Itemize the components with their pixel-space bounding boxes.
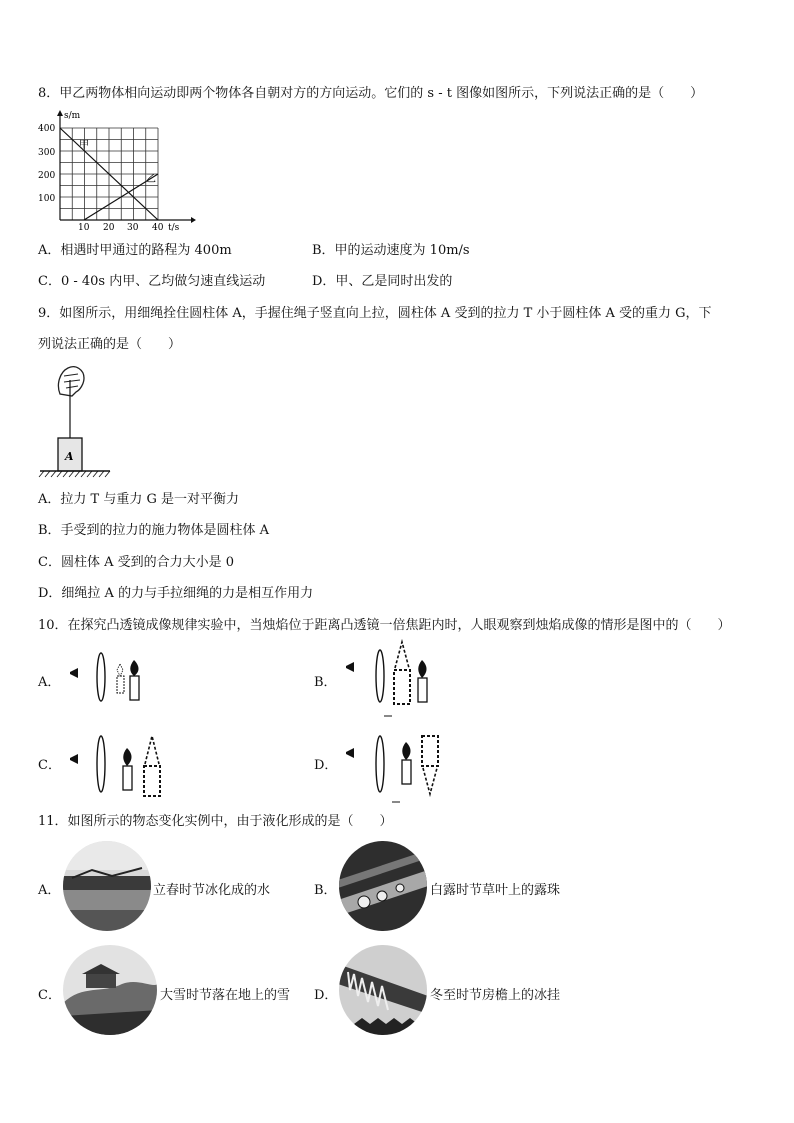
ground-hatch [69,471,74,477]
q11-photo-a [62,840,152,932]
q11-caption-c: 大雪时节落在地上的雪 [160,988,291,1003]
q11-caption-d: 冬至时节房檐上的冰挂 [430,988,561,1003]
y-axis-arrow [57,110,63,116]
ground-hatch [51,471,56,477]
eye-icon [70,754,78,764]
virtual-candle [394,670,410,704]
label-jia: 甲 [79,140,89,151]
convex-lens [376,650,384,702]
virtual-candle [144,766,160,796]
ground-hatch [105,471,110,477]
q10-figure-b [340,638,450,722]
x-axis-arrow [191,217,196,223]
ground-hatch [45,471,50,477]
hand-fingers-icon [64,374,80,388]
flame-icon [130,660,138,676]
y-tick-400: 400 [38,124,56,134]
virtual-flame-icon [145,736,159,764]
flame-icon [402,742,410,760]
q10-stem: 10．在探究凸透镜成像规律实验中，当烛焰位于距离凸透镜一倍焦距内时，人眼观察到烛焰成像的情形是图中的（ ） [38,618,731,633]
convex-lens [376,736,384,792]
candle [130,676,139,700]
ground-hatch [81,471,86,477]
ground-hatch [93,471,98,477]
q9-option-b: B．手受到的拉力的施力物体是圆柱体 A [38,523,270,538]
eye-icon [346,748,354,758]
convex-lens [97,653,105,701]
flame-icon [123,748,131,766]
eye-icon [70,668,78,678]
inverted-image-candle [422,736,438,766]
q11-photo-d [338,944,428,1036]
ground-hatch [57,471,62,477]
q8-option-c: C．0 - 40s 内甲、乙均做匀速直线运动 [38,274,266,289]
q11-option-c-letter: C． [38,988,61,1003]
q10-figure-c [64,730,174,800]
x-axis-label: t/s [168,223,180,233]
eye-icon [346,662,354,672]
q8-option-d: D．甲、乙是同时出发的 [312,274,453,289]
q10-option-c-label: C． [38,758,61,773]
ground-hatch [75,471,80,477]
candle [123,766,132,790]
ground-hatch [39,471,44,477]
q11-caption-b: 白露时节草叶上的露珠 [430,883,561,898]
virtual-flame-icon [395,642,409,668]
convex-lens [97,736,105,792]
q11-option-b-letter: B． [314,883,337,898]
x-tick-30: 30 [127,223,139,233]
q9-figure [38,360,118,478]
q8-option-a: A．相遇时甲通过的路程为 400m [38,243,232,258]
virtual-candle [117,676,124,693]
flame-icon [418,660,426,678]
label-yi: 乙 [146,174,156,185]
ground-hatch [63,471,68,477]
y-axis-label: s/m [64,111,81,121]
q8-stem: 8．甲乙两物体相向运动即两个物体各自朝对方的方向运动。它们的 s - t 图像如图所示，下列说法正确的是（ ） [38,86,704,101]
y-tick-300: 300 [38,148,56,158]
q10-figure-a [64,650,164,710]
q10-option-b-label: B． [314,675,337,690]
y-tick-200: 200 [38,171,56,181]
q9-stem-line1: 9．如图所示，用细绳拴住圆柱体 A，手握住绳子竖直向上拉，圆柱体 A 受到的拉力 T 小于圆柱体 A 受的重力 G，下 [38,306,712,321]
q8-st-graph [36,108,196,234]
q9-option-d: D．细绳拉 A 的力与手拉细绳的力是相互作用力 [38,586,314,601]
q11-photo-b [338,840,428,932]
q9-stem-line2: 列说法正确的是（ ） [38,337,182,352]
y-tick-100: 100 [38,194,56,204]
ground-hatch [87,471,92,477]
q10-option-d-label: D． [314,758,338,773]
q10-option-a-label: A． [38,675,61,690]
ground-hatch [99,471,104,477]
q11-stem: 11．如图所示的物态变化实例中，由于液化形成的是（ ） [38,814,393,829]
q9-option-a: A．拉力 T 与重力 G 是一对平衡力 [38,492,239,507]
inverted-flame-icon [423,768,437,794]
q11-option-d-letter: D． [314,988,338,1003]
candle [402,760,411,784]
q11-photo-c [62,944,158,1036]
virtual-flame-icon [117,664,123,676]
candle [418,678,427,702]
x-tick-10: 10 [78,223,90,233]
x-tick-20: 20 [103,223,115,233]
q8-option-b: B．甲的运动速度为 10m/s [312,243,470,258]
q11-caption-a: 立春时节冰化成的水 [153,883,271,898]
q9-option-c: C．圆柱体 A 受到的合力大小是 0 [38,555,235,570]
x-tick-40: 40 [152,223,164,233]
q11-option-a-letter: A． [38,883,61,898]
q10-figure-d [340,730,450,806]
cylinder-label: A [65,450,74,463]
